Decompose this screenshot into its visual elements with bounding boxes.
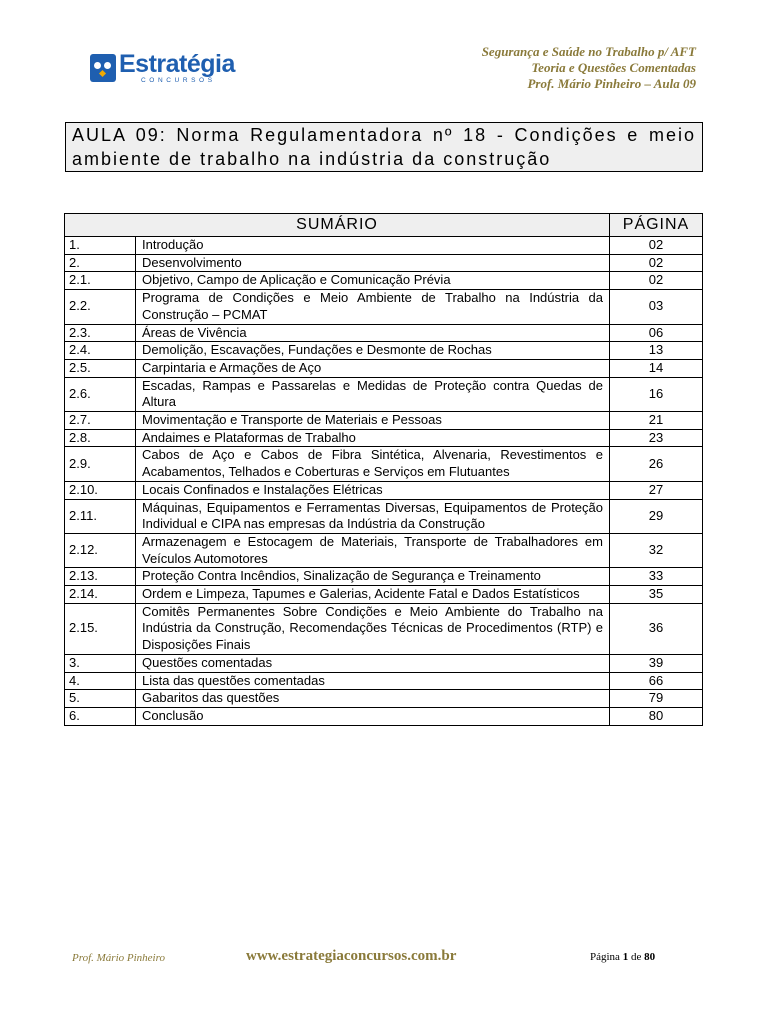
toc-desc-cell: Máquinas, Equipamentos e Ferramentas Diversas, Equipamentos de Proteção Individual e CIPA nas empresas da Indústria da Construção [136,499,610,533]
toc-num-cell: 2.13. [65,568,136,586]
toc-page-cell: 36 [610,603,703,654]
page-label: Página [590,951,620,963]
toc-page-cell: 13 [610,342,703,360]
toc-num-cell: 2. [65,254,136,272]
toc-row [65,654,703,672]
toc-row [65,603,703,654]
toc-page-cell: 02 [610,254,703,272]
table-of-contents [64,213,703,726]
toc-desc-cell: Andaimes e Plataformas de Trabalho [136,429,610,447]
toc-desc-cell: Ordem e Limpeza, Tapumes e Galerias, Acidente Fatal e Dados Estatísticos [136,586,610,604]
toc-row [65,429,703,447]
toc-page-cell: 66 [610,672,703,690]
toc-desc-cell: Locais Confinados e Instalações Elétricas [136,481,610,499]
toc-desc-cell: Áreas de Vivência [136,324,610,342]
toc-page-cell: 03 [610,290,703,324]
toc-row [65,447,703,481]
header-subtitle: Teoria e Questões Comentadas [531,60,696,75]
toc-page-cell: 21 [610,412,703,430]
toc-row [65,272,703,290]
toc-page-cell: 26 [610,447,703,481]
toc-row [65,412,703,430]
toc-row [65,568,703,586]
toc-page-cell: 33 [610,568,703,586]
toc-page-cell: 14 [610,359,703,377]
toc-num-cell: 2.12. [65,533,136,567]
toc-row [65,499,703,533]
toc-row [65,254,703,272]
toc-num-cell: 2.6. [65,377,136,411]
toc-row [65,690,703,708]
toc-desc-cell: Conclusão [136,707,610,725]
toc-row [65,586,703,604]
toc-page-cell: 79 [610,690,703,708]
running-header [482,44,696,92]
toc-row [65,377,703,411]
lesson-title: AULA 09: Norma Regulamentadora nº 18 - Condições e meio ambiente de trabalho na indústria da construção [65,122,703,172]
footer-author: Prof. Mário Pinheiro [72,952,165,964]
toc-row [65,359,703,377]
page-of: de [630,951,642,963]
toc-desc-cell: Introdução [136,237,610,255]
toc-num-cell: 2.10. [65,481,136,499]
toc-page-cell: 02 [610,272,703,290]
toc-row [65,481,703,499]
toc-desc-cell: Armazenagem e Estocagem de Materiais, Transporte de Trabalhadores em Veículos Automotores [136,533,610,567]
toc-num-cell: 2.14. [65,586,136,604]
toc-desc-cell: Cabos de Aço e Cabos de Fibra Sintética, Alvenaria, Revestimentos e Acabamentos, Telhados e Coberturas e Serviços em Flutuantes [136,447,610,481]
owl-icon [90,54,116,82]
toc-num-cell: 2.3. [65,324,136,342]
toc-row [65,342,703,360]
toc-header-page: PÁGINA [610,214,703,237]
page-number [590,951,655,963]
toc-page-cell: 80 [610,707,703,725]
toc-num-cell: 6. [65,707,136,725]
toc-desc-cell: Comitês Permanentes Sobre Condições e Meio Ambiente do Trabalho na Indústria da Construção, Recomendações Técnicas de Procedimentos (RTP) e Disposições Finais [136,603,610,654]
toc-num-cell: 2.4. [65,342,136,360]
toc-num-cell: 4. [65,672,136,690]
toc-body [65,237,703,726]
toc-num-cell: 2.15. [65,603,136,654]
header-course: Segurança e Saúde no Trabalho p/ AFT [481,44,696,59]
toc-num-cell: 2.2. [65,290,136,324]
toc-row [65,290,703,324]
logo-name: Estratégia [119,50,235,78]
toc-num-cell: 5. [65,690,136,708]
page-total: 80 [644,951,656,963]
toc-num-cell: 1. [65,237,136,255]
toc-header-summary: SUMÁRIO [65,214,610,237]
toc-num-cell: 2.8. [65,429,136,447]
page-current: 1 [622,951,629,963]
toc-row [65,672,703,690]
toc-row [65,237,703,255]
toc-desc-cell: Gabaritos das questões [136,690,610,708]
toc-num-cell: 3. [65,654,136,672]
toc-num-cell: 2.9. [65,447,136,481]
brand-logo [90,52,235,85]
toc-page-cell: 27 [610,481,703,499]
toc-desc-cell: Proteção Contra Incêndios, Sinalização de Segurança e Treinamento [136,568,610,586]
toc-page-cell: 35 [610,586,703,604]
footer-url[interactable]: www.estrategiaconcursos.com.br [246,948,457,964]
toc-num-cell: 2.5. [65,359,136,377]
toc-page-cell: 02 [610,237,703,255]
toc-page-cell: 29 [610,499,703,533]
toc-num-cell: 2.1. [65,272,136,290]
toc-desc-cell: Lista das questões comentadas [136,672,610,690]
toc-desc-cell: Questões comentadas [136,654,610,672]
logo-subtitle: CONCURSOS [141,77,216,84]
toc-desc-cell: Programa de Condições e Meio Ambiente de Trabalho na Indústria da Construção – PCMAT [136,290,610,324]
toc-desc-cell: Demolição, Escavações, Fundações e Desmonte de Rochas [136,342,610,360]
toc-num-cell: 2.11. [65,499,136,533]
toc-page-cell: 39 [610,654,703,672]
toc-page-cell: 32 [610,533,703,567]
toc-desc-cell: Objetivo, Campo de Aplicação e Comunicação Prévia [136,272,610,290]
toc-desc-cell: Escadas, Rampas e Passarelas e Medidas de Proteção contra Quedas de Altura [136,377,610,411]
header-lesson: Prof. Mário Pinheiro – Aula 09 [527,76,696,91]
toc-desc-cell: Movimentação e Transporte de Materiais e Pessoas [136,412,610,430]
toc-page-cell: 16 [610,377,703,411]
toc-page-cell: 23 [610,429,703,447]
toc-page-cell: 06 [610,324,703,342]
toc-desc-cell: Carpintaria e Armações de Aço [136,359,610,377]
toc-num-cell: 2.7. [65,412,136,430]
toc-row [65,324,703,342]
toc-desc-cell: Desenvolvimento [136,254,610,272]
toc-row [65,533,703,567]
toc-row [65,707,703,725]
